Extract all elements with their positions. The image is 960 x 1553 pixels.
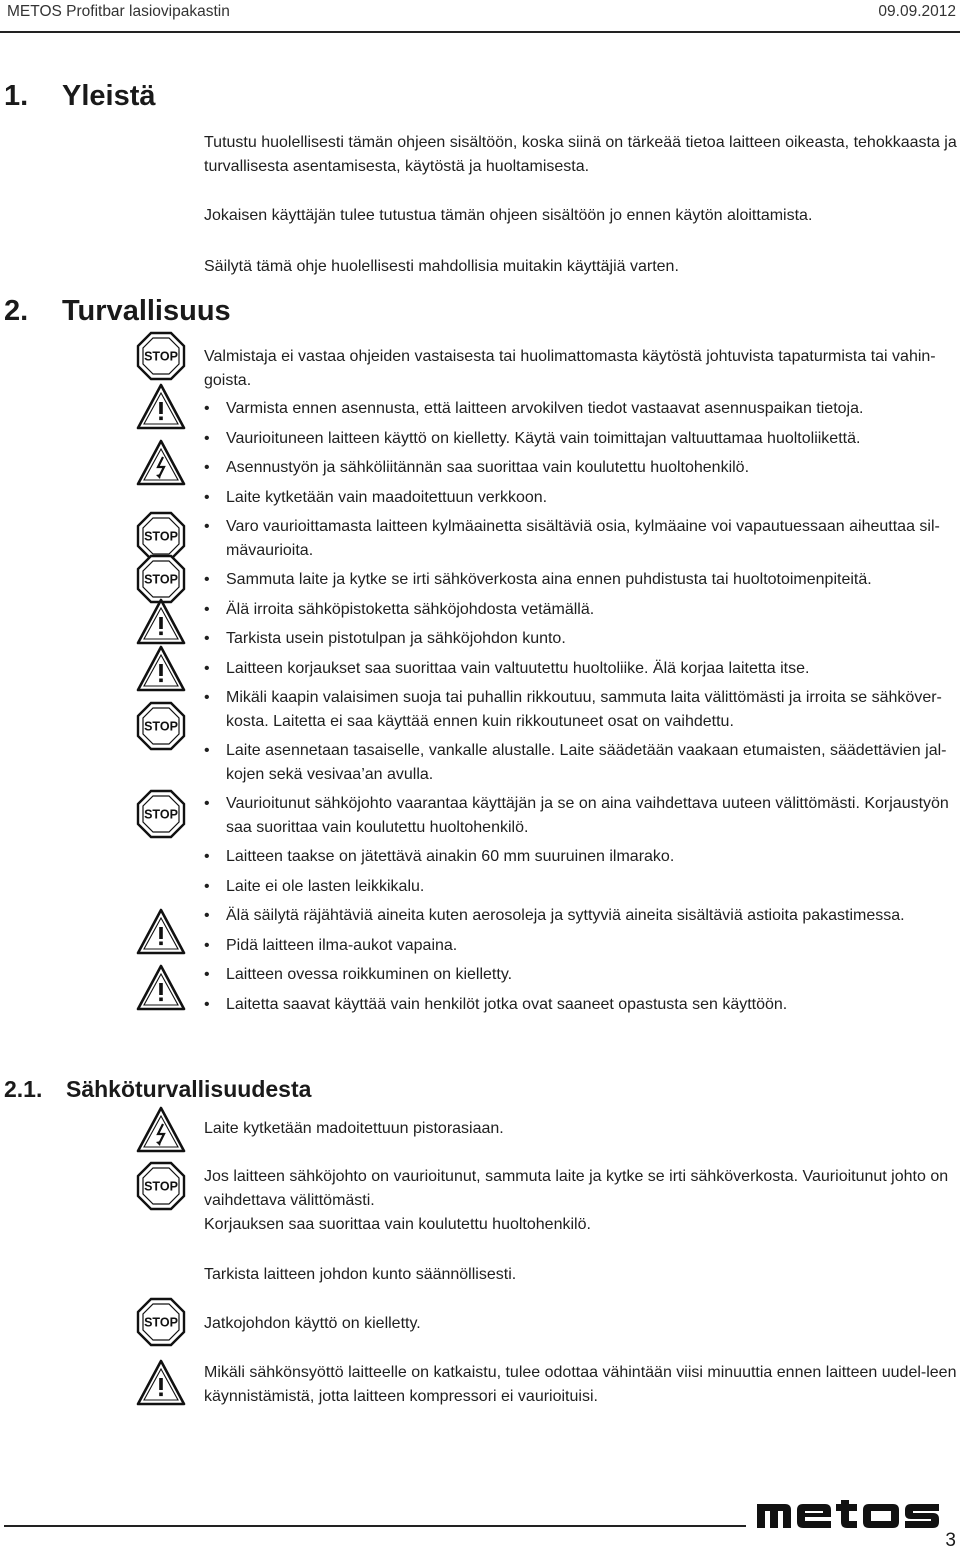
list-item: • Asennustyön ja sähköliitännän saa suorittaa vain koulutettu huoltohenkilö. xyxy=(204,456,960,480)
safety-bullet-list xyxy=(204,397,960,1016)
electrical-safety-paragraph: Tarkista laitteen johdon kunto säännöllisesti. xyxy=(204,1266,517,1283)
footer-divider xyxy=(4,1525,746,1527)
list-item: • Tarkista usein pistotulpan ja sähköjohdon kunto. xyxy=(204,627,960,651)
electric-hazard-icon xyxy=(135,437,187,489)
electrical-safety-paragraph: Jatkojohdon käyttö on kielletty. xyxy=(204,1315,421,1332)
list-item: • Pidä laitteen ilma-aukot vapaina. xyxy=(204,934,960,958)
list-item: • Varo vaurioittamasta laitteen kylmäainetta sisältäviä osia, kylmäaine voi vapautuessaan aiheuttaa sil-mävaurioita. xyxy=(204,515,960,562)
section-2-intro: Valmistaja ei vastaa ohjeiden vastaisesta tai huolimattomasta käytöstä johtuvista tapaturmista tai vahin-goista. xyxy=(204,348,936,389)
stop-icon xyxy=(135,700,187,752)
list-item: • Mikäli kaapin valaisimen suoja tai puhallin rikkoutuu, sammuta laita välittömästi ja irroita se sähköver-kosta. Laitetta ei saa käyttää ennen kuin rikkoutuneet osat on vaihdettu. xyxy=(204,686,960,733)
section-2-1-number: 2.1. xyxy=(4,1076,43,1102)
section-2-title: Turvallisuus xyxy=(62,295,231,327)
section-1-paragraph: Tutustu huolellisesti tämän ohjeen sisältöön, koska siinä on tärkeää tietoa laitteen oikeasta, tehokkaasta ja turvallisesta asentamisesta, käytöstä ja huoltamisesta. xyxy=(204,134,957,175)
stop-icon xyxy=(135,1160,187,1212)
electrical-safety-paragraph: Korjauksen saa suorittaa vain koulutettu huoltohenkilö. xyxy=(204,1216,591,1233)
section-2-1-heading xyxy=(4,1076,311,1103)
warning-icon xyxy=(135,596,187,648)
list-item: • Laitetta saavat käyttää vain henkilöt jotka ovat saaneet opastusta sen käyttöön. xyxy=(204,993,960,1017)
section-1-paragraph: Jokaisen käyttäjän tulee tutustua tämän ohjeen sisältöön jo ennen käytön aloittamista. xyxy=(204,207,813,224)
list-item: • Laite asennetaan tasaiselle, vankalle alustalle. Laite säädetään vaakaan etumaisten, säädettävien jal-kojen sekä vesivaa’an avulla. xyxy=(204,739,960,786)
list-item: • Laite ei ole lasten leikkikalu. xyxy=(204,875,960,899)
warning-icon xyxy=(135,643,187,695)
list-item: • Varmista ennen asennusta, että laitteen arvokilven tiedot vastaavat asennuspaikan tietoja. xyxy=(204,397,960,421)
electrical-safety-paragraph: Laite kytketään madoitettuun pistorasiaan. xyxy=(204,1120,504,1137)
warning-icon xyxy=(135,962,187,1014)
warning-icon xyxy=(135,381,187,433)
list-item: • Laitteen taakse on jätettävä ainakin 60 mm suuruinen ilmarako. xyxy=(204,845,960,869)
stop-icon xyxy=(135,330,187,382)
electrical-safety-paragraph: Mikäli sähkönsyöttö laitteelle on katkaistu, tulee odottaa vähintään viisi minuuttia ennen laitteen uudel-leen käynnistämistä, jotta laitteen kompressori ei vaurioituisi. xyxy=(204,1364,957,1405)
list-item: • Vaurioituneen laitteen käyttö on kielletty. Käytä vain toimittajan valtuuttamaa huoltoliikettä. xyxy=(204,427,960,451)
section-1-title: Yleistä xyxy=(62,80,156,112)
list-item: • Laite kytketään vain maadoitettuun verkkoon. xyxy=(204,486,960,510)
stop-icon xyxy=(135,1296,187,1348)
list-item: • Älä säilytä räjähtäviä aineita kuten aerosoleja ja syttyviä aineita sisältäviä astioita pakastimessa. xyxy=(204,904,960,928)
warning-icon xyxy=(135,906,187,958)
electrical-safety-paragraph: Jos laitteen sähköjohto on vaurioitunut, sammuta laite ja kytke se irti sähköverkosta. Vaurioitunut johto on vaihdettava välittömästi. xyxy=(204,1168,949,1209)
section-1-heading xyxy=(4,80,156,113)
warning-icon xyxy=(135,1357,187,1409)
page-number: 3 xyxy=(945,1530,956,1551)
section-2-1-title: Sähköturvallisuudesta xyxy=(66,1076,312,1102)
list-item: • Vaurioitunut sähköjohto vaarantaa käyttäjän ja se on aina vaihdettava uuteen välittömästi. Korjaustyön saa suorittaa vain koulutettu huoltohenkilö. xyxy=(204,792,960,839)
section-1-number: 1. xyxy=(4,80,29,112)
header-title: METOS Profitbar lasiovipakastin xyxy=(7,3,230,20)
section-1-paragraph: Säilytä tämä ohje huolellisesti mahdollisia muitakin käyttäjiä varten. xyxy=(204,258,679,275)
section-2-number: 2. xyxy=(4,295,29,327)
stop-icon xyxy=(135,788,187,840)
list-item: • Laitteen ovessa roikkuminen on kielletty. xyxy=(204,963,960,987)
list-item: • Älä irroita sähköpistoketta sähköjohdosta vetämällä. xyxy=(204,598,960,622)
electric-hazard-icon xyxy=(135,1104,187,1156)
list-item: • Laitteen korjaukset saa suorittaa vain valtuutettu huoltoliike. Älä korjaa laitetta itse. xyxy=(204,657,960,681)
section-2-heading xyxy=(4,295,231,328)
metos-logo xyxy=(755,1500,958,1530)
header-date: 09.09.2012 xyxy=(878,3,956,20)
header-divider xyxy=(0,31,960,33)
list-item: • Sammuta laite ja kytke se irti sähköverkosta aina ennen puhdistusta tai huoltotoimenpiteitä. xyxy=(204,568,960,592)
